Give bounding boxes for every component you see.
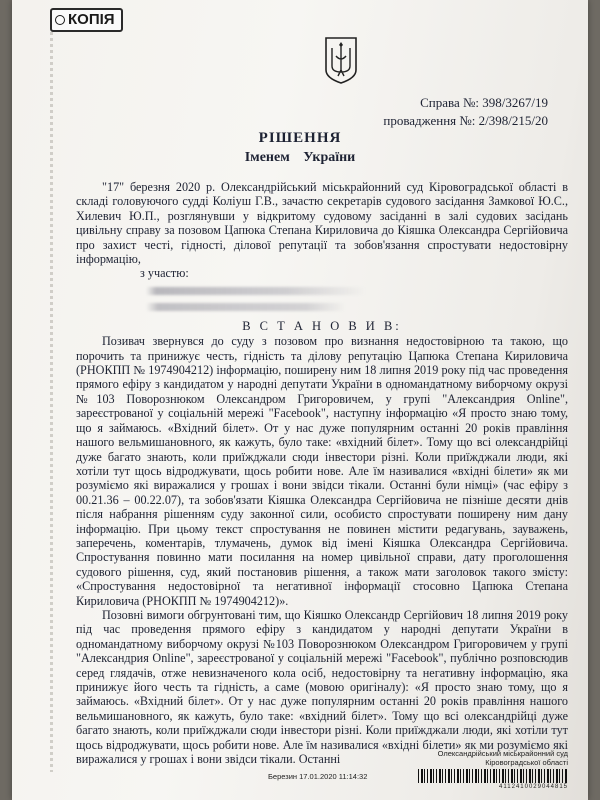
- copy-stamp-label: КОПІЯ: [68, 11, 115, 28]
- footer-court-line2: Кіровоградської області: [485, 758, 568, 767]
- decision-title: РІШЕННЯ: [258, 130, 342, 146]
- footer-date: Березин 17.01.2020 11:14:32: [268, 771, 368, 781]
- barcode: [418, 769, 568, 783]
- copy-stamp: [50, 8, 123, 32]
- established-heading: В С Т А Н О В И В:: [242, 318, 402, 333]
- redacted-participants: [146, 283, 366, 317]
- decision-body: [76, 180, 568, 766]
- barcode-number: 4112410029044815: [499, 784, 568, 790]
- case-reference: [378, 94, 548, 130]
- document-page: [12, 0, 588, 800]
- court-footer-stamp: [268, 749, 568, 790]
- decision-subtitle: Іменем України: [244, 150, 356, 165]
- footer-court-name: [268, 749, 568, 767]
- footer-row: [268, 769, 568, 783]
- trident-emblem-icon: [324, 36, 358, 84]
- participation-label: з участю:: [140, 266, 189, 281]
- grounds-paragraph: Позовні вимоги обгрунтовані тим, що Кіяшко Олександр Сергійович 18 липня 2019 року під час проведення прямого ефіру з кандидатом у народні депутати України в одномандатному виборчому окрузі №103 Поворознюком Олександром Григоровичем у групі "Александрия Online", зареєстрованої у соціальній мережі "Facebook", публічно розповсюдив серед глядачів, отже невизначеного кола осіб, недостовірну та негативну інформацію, яка принижує його честь та гідність, а саме (мовою оригіналу): «Я просто знаю тому, що я займаюсь. «Вхідний білет». От у нас дуже популярним останні 20 років правління нашого вельмишановного, як кажуть, було таке: «вхідний білет». Тому що всі олександрійці дуже багато знають, коли приїжджали сюди інвестори різні. Коли приїжджали люди, які хотіли тут щось відроджувати, щось робити нове. Але їм називалися «вхідні білети» як ми розуміємо які виражалися у грошах і вони звідси тікали. Останні: [76, 607, 568, 767]
- intro-paragraph: "17" березня 2020 р. Олександрійський міськрайонний суд Кіровоградської області в складі головуючого судді Колiуш Г.В., зачастю секретарів судового засідання Замкової Ю.С., Хилевич Ю.П., розглянувши у відкритому судовому засіданні в залі судових засідань цивільну справу за позовом Цапюка Степана Кириловича до Кіяшка Олександра Сергійовича про захист честі, гідності, ділової репутації та зобов'язання спростувати недостовірну інформацію,: [76, 180, 568, 267]
- stamp-circle-icon: [55, 15, 65, 25]
- proceeding-number: провадження №: 2/398/215/20: [383, 113, 548, 128]
- claim-paragraph: Позивач звернувся до суду з позовом про визнання недостовірною та такою, що порочить та принижує честь, гідність та ділову репутацію Цапюка Степана Кириловича (РНОКПП № 1974904212) інформацію, поширену ним 18 липня 2019 року під час проведення прямого ефіру з кандидатом у народні депутати України в одномандатному виборчому окрузі №103 Поворознюком Олександром Григоровичем, у групі "Александрия Online", зареєстрованої у соціальній мережі "Facebook", наступну інформацію «Я просто знаю тому, що я займаюсь. «Вхідний білет». От у нас дуже популярним останні 20 років правління нашого вельмишановного, як кажуть, було таке: «вхідний білет». Тому що всі олександрійці дуже багато знають, коли приїжджали сюди інвестори різні. Коли приїжджали люди, які хотіли тут щось відроджувати, щось робити нове. Але їм називалися «вхідні білети» як ми розуміємо які виражалися у грошах і вони звідси тікали. Останні були німці» (час ефіру з 00.21.36 – 00.22.07), та зобов'язати Кіяшка Олександра Сергійовича не пізніше десяти днів після набрання рішенням суду законної сили, особисто спростувати поширену ним дану інформацію. При цьому текст спростування не повинен містити редагувань, зауважень, заперечень, коментарів, тлумачень, думок від імені Кіяшка Олександра Сергійовича. Спростування повинно мати посилання на номер цивільної справи, дату проголошення судового рішення, суд, який постановив рішення, а також мати заголовок такого змісту: «Спростування недостовірної та негативної інформації стосовно Цапюка Степана Кириловича (РНОКПП № 1974904212)».: [76, 334, 568, 608]
- case-number: Справа №: 398/3267/19: [420, 95, 548, 110]
- footer-court-line1: Олександрійський міськрайонний суд: [437, 749, 568, 758]
